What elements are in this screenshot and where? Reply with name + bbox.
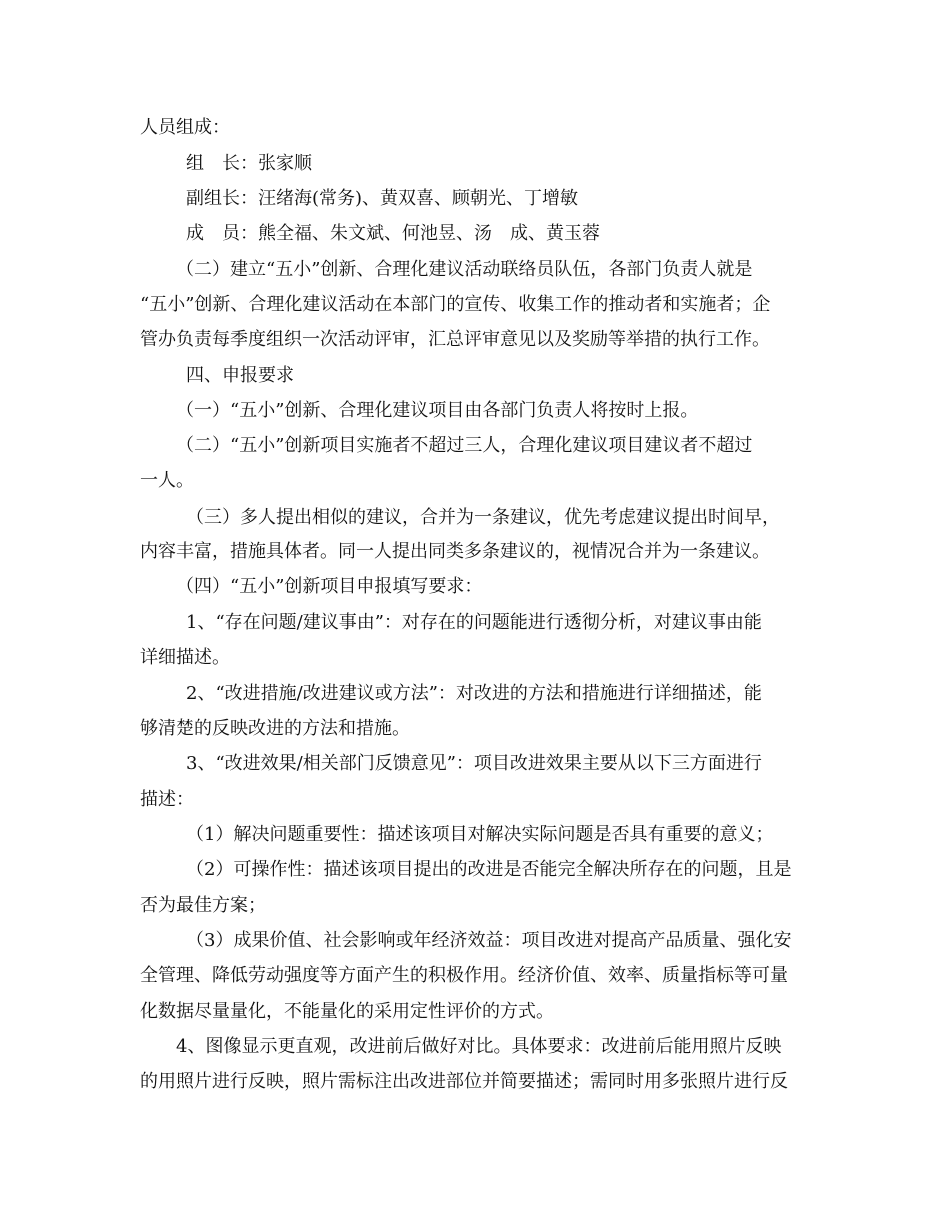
line-sub3-3: 化数据尽量量化，不能量化的采用定性评价的方式。 [140, 1001, 554, 1022]
line-req2-2: 一人。 [140, 470, 194, 491]
line-sub2-1: （2）可操作性：描述该项目提出的改进是否能完全解决所存在的问题，且是 [186, 859, 792, 880]
line-req3-1: （三）多人提出相似的建议，合并为一条建议，优先考虑建议提出时间早， [186, 507, 780, 528]
section-heading-requirements: 四、申报要求 [186, 365, 294, 386]
line-req1: （一）“五小”创新、合理化建议项目由各部门负责人将按时上报。 [176, 400, 699, 421]
line-para2-1: （二）建立“五小”创新、合理化建议活动联络员队伍，各部门负责人就是 [176, 259, 753, 280]
line-item3-2: 描述： [140, 789, 194, 810]
line-sub1: （1）解决问题重要性：描述该项目对解决实际问题是否具有重要的意义； [186, 824, 774, 845]
line-item4-1: 4、图像显示更直观，改进前后做好对比。具体要求：改进前后能用照片反映 [176, 1036, 782, 1057]
line-req2-1: （二）“五小”创新项目实施者不超过三人，合理化建议项目建议者不超过 [176, 435, 753, 456]
line-item1-2: 详细描述。 [140, 647, 230, 668]
line-item2-2: 够清楚的反映改进的方法和措施。 [140, 718, 410, 739]
line-para2-2: “五小”创新、合理化建议活动在本部门的宣传、收集工作的推动者和实施者；企 [140, 294, 771, 315]
line-group-leader: 组 长：张家顺 [186, 153, 312, 174]
line-req3-2: 内容丰富，措施具体者。同一人提出同类多条建议的，视情况合并为一条建议。 [140, 541, 770, 562]
line-members: 成 员：熊全福、朱文斌、何池昱、汤 成、黄玉蓉 [186, 223, 600, 244]
line-deputy-leaders: 副组长：汪绪海(常务)、黄双喜、顾朝光、丁增敏 [186, 188, 579, 209]
line-sub3-1: （3）成果价值、社会影响或年经济效益：项目改进对提高产品质量、强化安 [186, 930, 792, 951]
line-item2-1: 2、“改进措施/改进建议或方法”：对改进的方法和措施进行详细描述，能 [186, 683, 762, 704]
line-item4-2: 的用照片进行反映，照片需标注出改进部位并简要描述；需同时用多张照片进行反 [140, 1071, 788, 1092]
line-req4: （四）“五小”创新项目申报填写要求： [176, 576, 483, 597]
line-para2-3: 管办负责每季度组织一次活动评审，汇总评审意见以及奖励等举措的执行工作。 [140, 329, 770, 350]
line-sub3-2: 全管理、降低劳动强度等方面产生的积极作用。经济价值、效率、质量指标等可量 [140, 965, 788, 986]
line-composition-heading: 人员组成： [140, 117, 230, 138]
line-item3-1: 3、“改进效果/相关部门反馈意见”：项目改进效果主要从以下三方面进行 [186, 753, 762, 774]
line-item1-1: 1、“存在问题/建议事由”：对存在的问题能进行透彻分析，对建议事由能 [186, 612, 762, 633]
line-sub2-2: 否为最佳方案； [140, 895, 266, 916]
